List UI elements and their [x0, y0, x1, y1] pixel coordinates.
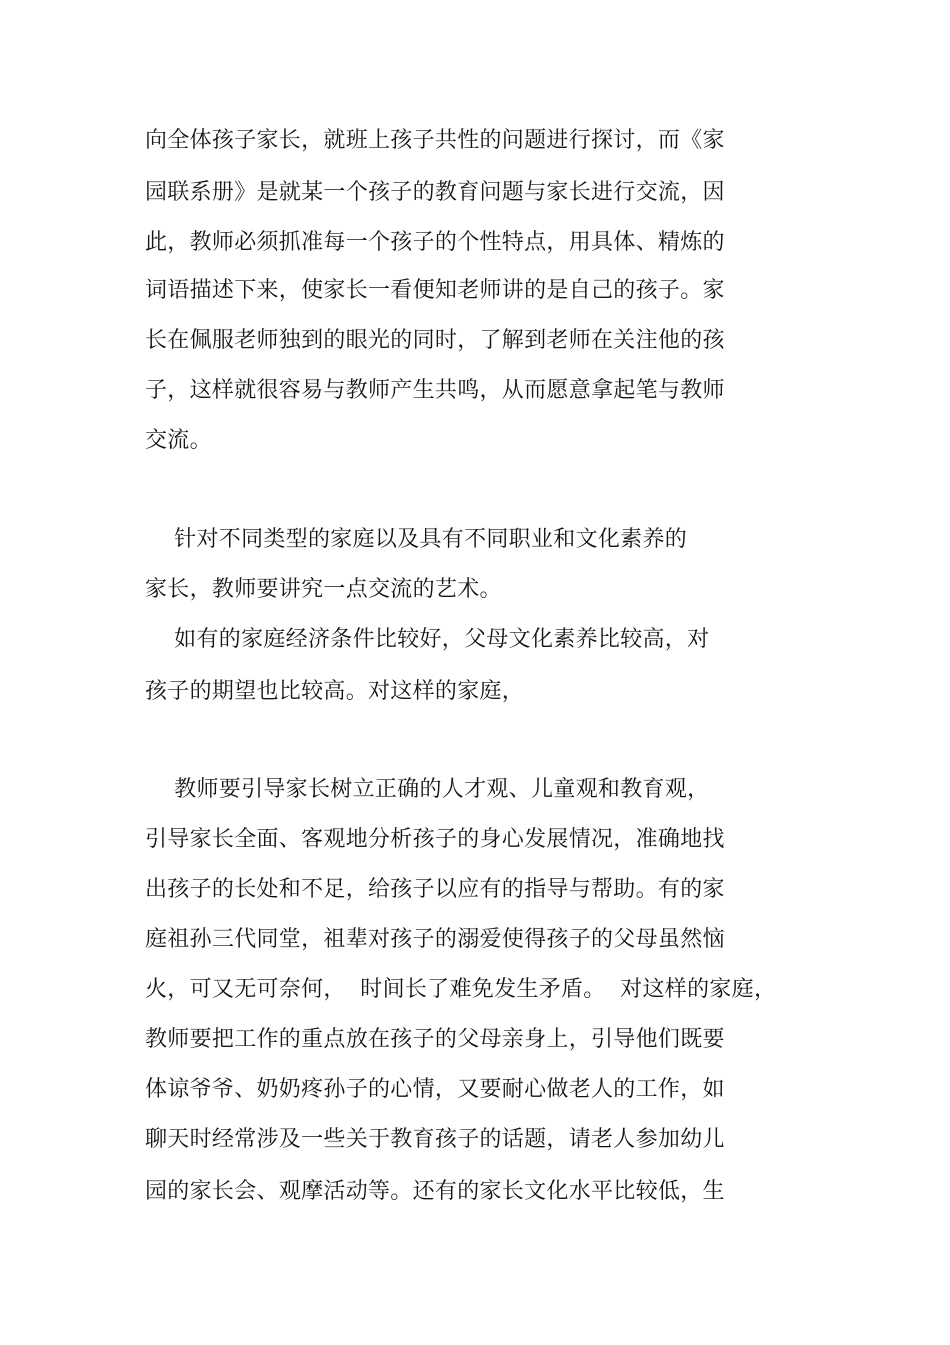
text-line: 长在佩服老师独到的眼光的同时，了解到老师在关注他的孩	[145, 328, 725, 353]
text-line: 子，这样就很容易与教师产生共鸣，从而愿意拿起笔与教师	[145, 378, 725, 403]
text-line: 体谅爷爷、奶奶疼孙子的心情，又要耐心做老人的工作，如	[145, 1077, 725, 1102]
text-line: 家长，教师要讲究一点交流的艺术。	[145, 577, 502, 602]
text-line: 交流。	[145, 428, 212, 453]
text-line: 教师要引导家长树立正确的人才观、儿童观和教育观，	[145, 777, 710, 802]
text-line: 向全体孩子家长，就班上孩子共性的问题进行探讨，而《家	[145, 128, 725, 153]
text-line: 引导家长全面、客观地分析孩子的身心发展情况，准确地找	[145, 827, 725, 852]
text-line: 园联系册》是就某一个孩子的教育问题与家长进行交流，因	[145, 180, 725, 205]
text-line: 庭祖孙三代同堂，祖辈对孩子的溺爱使得孩子的父母虽然恼	[145, 927, 725, 952]
text-line: 孩子的期望也比较高。对这样的家庭，	[145, 679, 525, 704]
text-line: 聊天时经常涉及一些关于教育孩子的话题，请老人参加幼儿	[145, 1127, 725, 1152]
text-line: 词语描述下来，使家长一看便知老师讲的是自己的孩子。家	[145, 278, 725, 303]
text-line: 出孩子的长处和不足，给孩子以应有的指导与帮助。有的家	[145, 877, 725, 902]
text-line: 针对不同类型的家庭以及具有不同职业和文化素养的	[145, 527, 688, 552]
text-line: 此，教师必须抓准每一个孩子的个性特点，用具体、精炼的	[145, 230, 725, 255]
text-line: 火，可又无可奈何， 时间长了难免发生矛盾。 对这样的家庭，	[145, 977, 777, 1002]
text-line: 如有的家庭经济条件比较好，父母文化素养比较高，对	[145, 627, 710, 652]
text-line: 园的家长会、观摩活动等。还有的家长文化水平比较低，生	[145, 1179, 725, 1204]
text-line: 教师要把工作的重点放在孩子的父母亲身上，引导他们既要	[145, 1027, 725, 1052]
